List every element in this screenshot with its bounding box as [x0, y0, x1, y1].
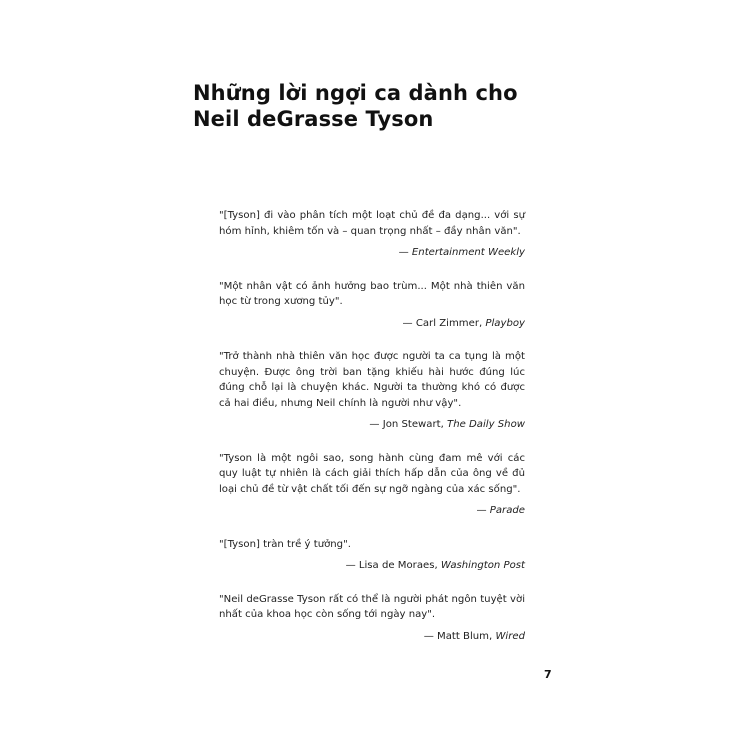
attribution-publication: Wired — [495, 630, 525, 642]
quote-text: "Một nhân vật có ảnh hưởng bao trùm... Một nhà thiên văn học từ trong xương tủy". — [219, 280, 525, 307]
quote-text: "Neil deGrasse Tyson rất có thể là người phát ngôn tuyệt vời nhất của khoa học còn sống tới ngày nay". — [219, 593, 525, 620]
attribution-dash: — — [423, 630, 438, 642]
quote-block — [219, 349, 525, 433]
quote-attribution — [219, 629, 525, 645]
page-number: 7 — [544, 668, 552, 681]
attribution-author: Carl Zimmer, — [415, 317, 486, 329]
quote-text: "Trở thành nhà thiên văn học được người ta ca tụng là một chuyện. Được ông trời ban tặng khiếu hài hước đúng lúc đúng chỗ lại là chuyện khác. Người ta thường khó có được cả hai điều, nhưng Neil chính là người như vậy". — [219, 351, 525, 409]
quote-attribution — [219, 417, 525, 433]
quote-block — [219, 451, 525, 519]
page-title — [193, 80, 518, 132]
attribution-author: Lisa de Moraes, — [358, 560, 441, 571]
attribution-author: Jon Stewart, — [382, 419, 448, 430]
title-line-1: Những lời ngợi ca dành cho — [193, 81, 518, 105]
attribution-publication: Parade — [489, 505, 525, 516]
attribution-publication: Playboy — [485, 317, 525, 329]
attribution-dash: — — [369, 419, 383, 430]
quote-text: "[Tyson] đi vào phân tích một loạt chủ đề đa dạng... với sự hóm hỉnh, khiêm tốn và – quan trọng nhất – đầy nhân văn". — [219, 210, 525, 237]
attribution-dash: — — [398, 247, 412, 258]
attribution-dash: — — [402, 317, 416, 329]
quote-block — [219, 208, 525, 261]
quote-attribution — [219, 316, 525, 332]
quotes-list — [219, 208, 525, 644]
attribution-dash: — — [345, 560, 359, 571]
attribution-publication: Entertainment Weekly — [411, 247, 525, 258]
quote-text: "Tyson là một ngôi sao, song hành cùng đam mê với các quy luật tự nhiên là cách giải thích hấp dẫn của ông về đủ loại chủ đề từ vật chất tối đến sự ngỡ ngàng của xác sống". — [219, 452, 525, 495]
quote-attribution — [219, 245, 525, 261]
quote-attribution — [219, 558, 525, 574]
quote-block — [219, 279, 525, 332]
quote-attribution — [219, 503, 525, 519]
attribution-author: Matt Blum, — [437, 630, 496, 642]
attribution-dash: — — [476, 505, 490, 516]
quote-block — [219, 537, 525, 574]
quote-block — [219, 592, 525, 645]
quote-text: "[Tyson] tràn trề ý tưởng". — [219, 538, 351, 550]
attribution-publication: The Daily Show — [447, 419, 525, 430]
title-line-2: Neil deGrasse Tyson — [193, 107, 434, 131]
attribution-publication: Washington Post — [440, 560, 525, 571]
